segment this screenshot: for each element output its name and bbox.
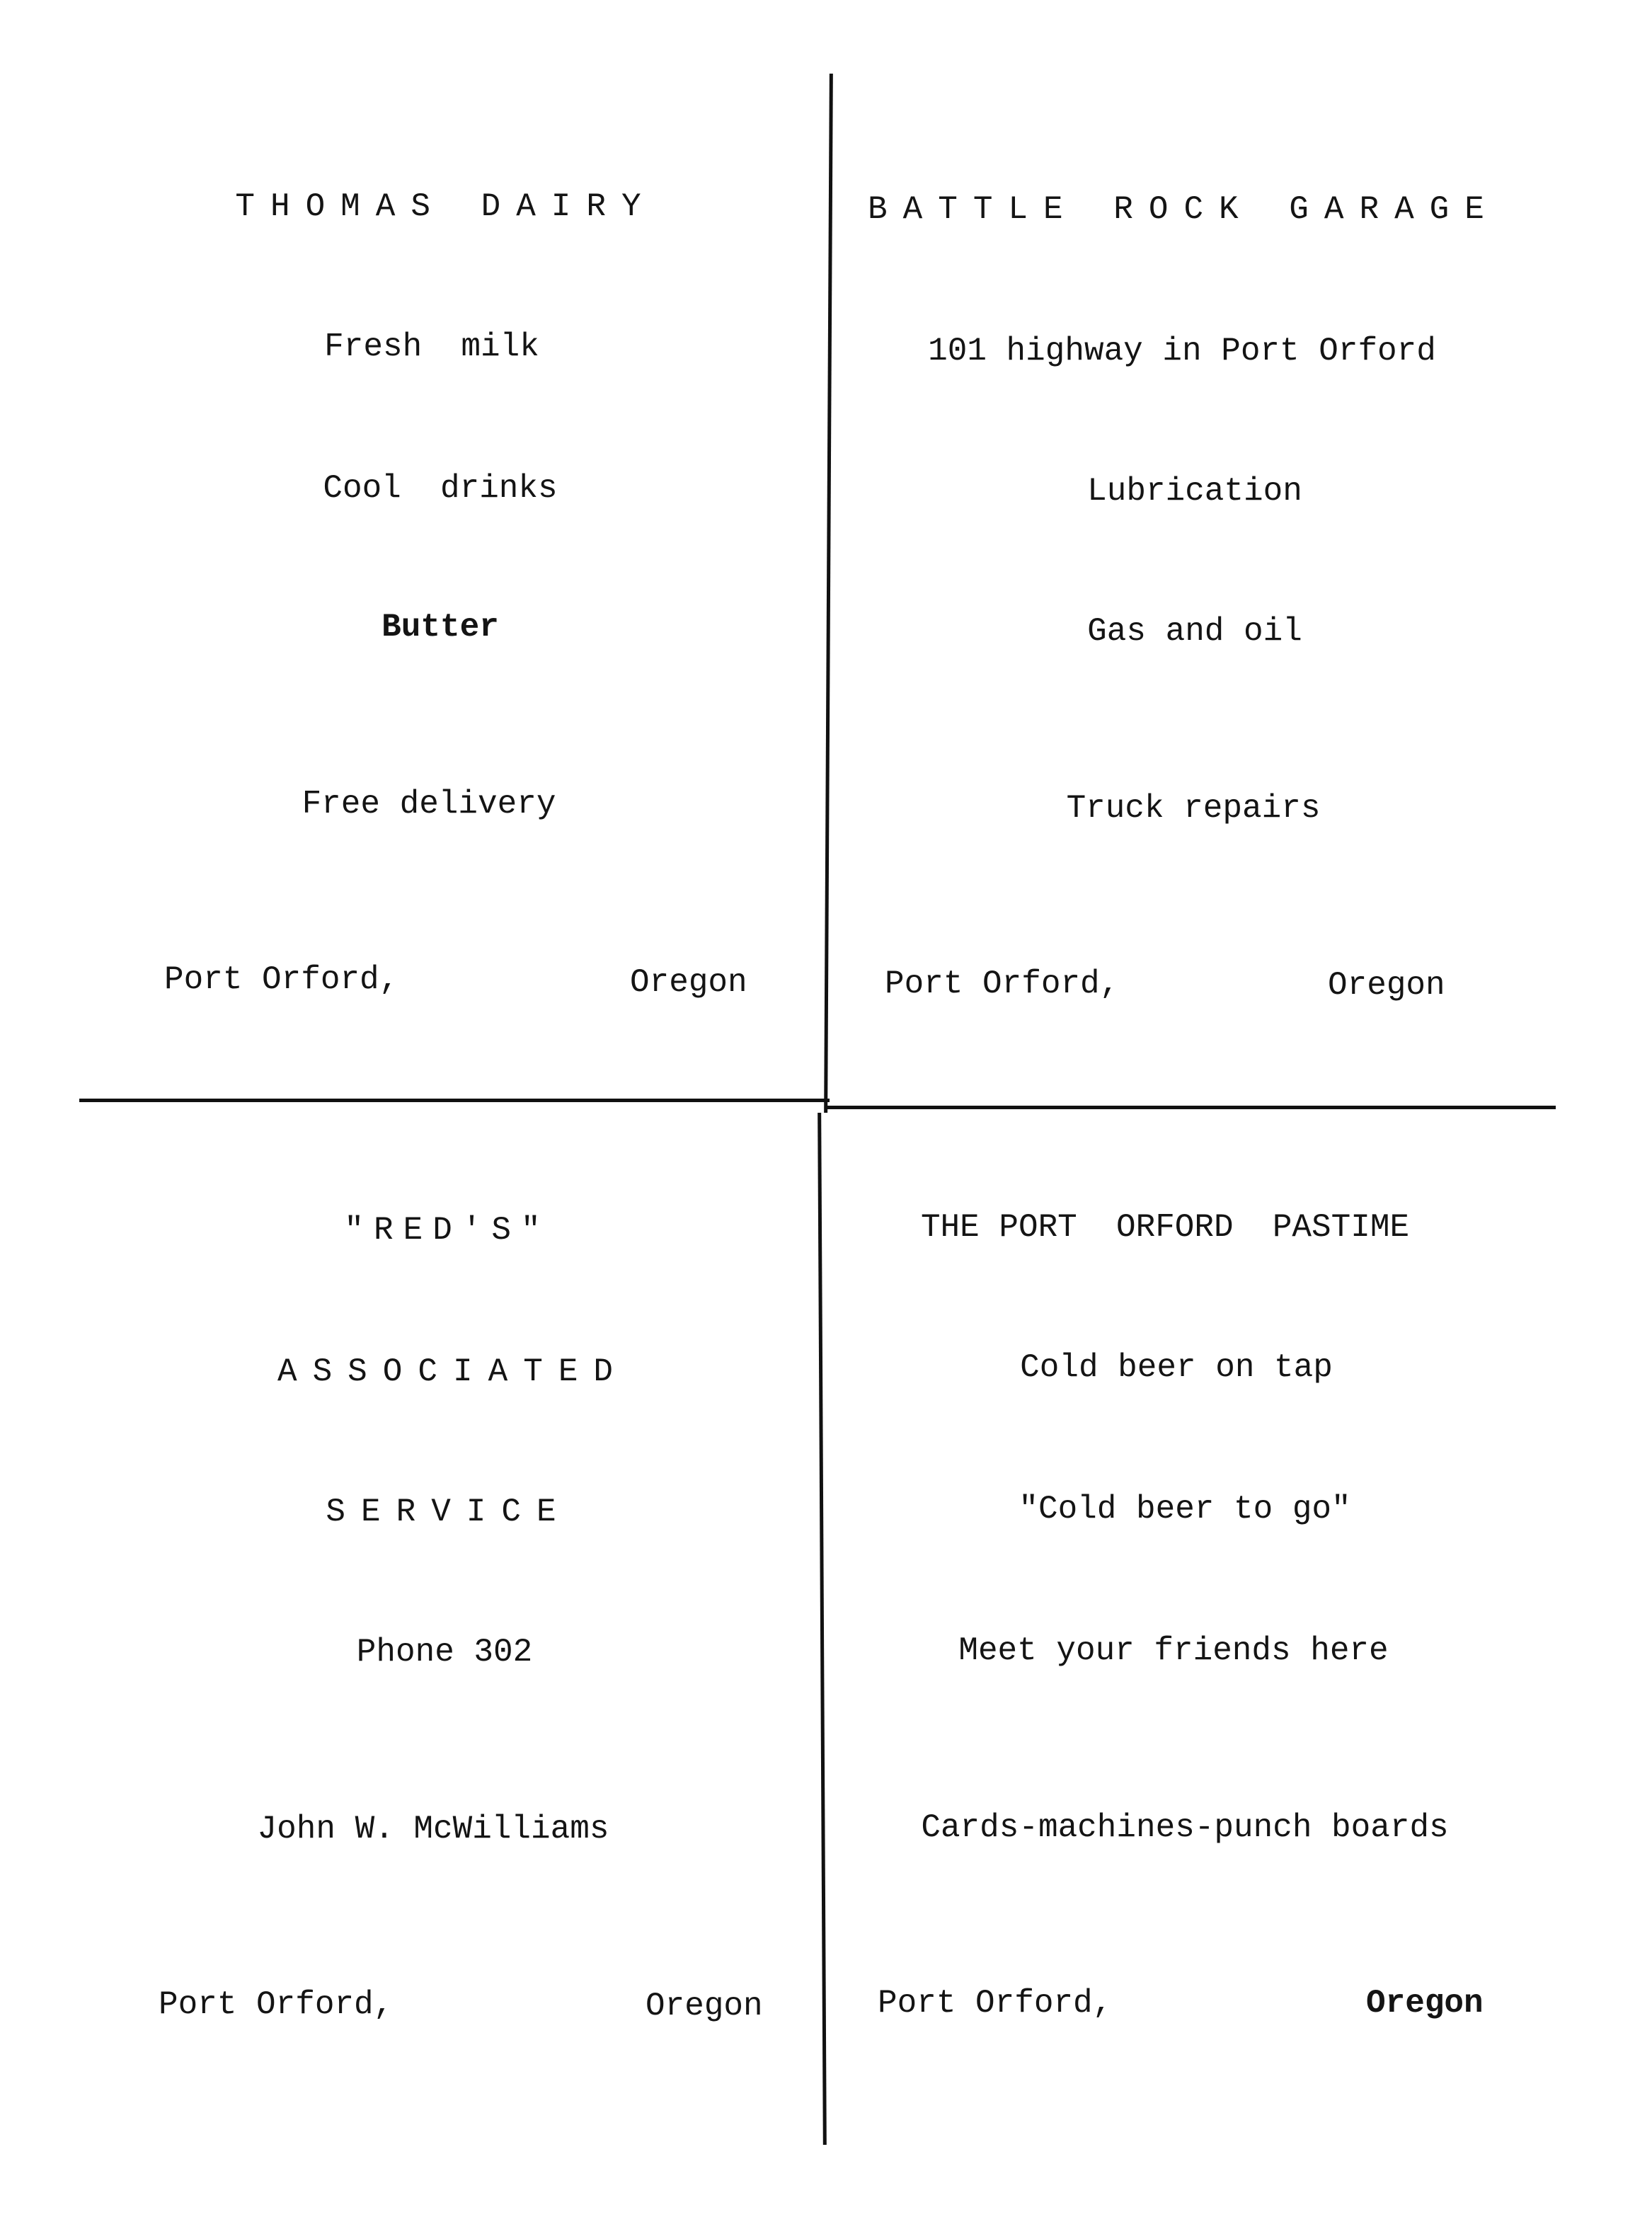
ad-line: "Cold beer to go" <box>1019 1491 1351 1528</box>
ad-line: Free delivery <box>302 786 556 823</box>
ad-line: Butter <box>382 609 499 646</box>
vertical-divider-bottom <box>818 1113 827 2145</box>
horizontal-divider-right <box>827 1106 1556 1109</box>
ad-line: Truck repairs <box>1066 790 1321 827</box>
ad-heading-line-2: ASSOCIATED <box>277 1353 629 1390</box>
ad-line: Lubrication <box>1087 473 1302 510</box>
ad-line: Cool drinks <box>323 470 558 507</box>
ad-city: Port Orford, <box>164 961 399 998</box>
ad-city: Port Orford, <box>885 966 1120 1002</box>
ad-heading: BATTLE ROCK GARAGE <box>868 191 1500 228</box>
ad-state: Oregon <box>630 964 747 1001</box>
ad-line: Meet your friends here <box>958 1632 1389 1669</box>
ad-line: Phone 302 <box>356 1634 533 1671</box>
ad-state: Oregon <box>1366 1985 1484 2022</box>
ad-heading: THE PORT ORFORD PASTIME <box>920 1209 1410 1246</box>
ad-city: Port Orford, <box>878 1985 1113 2022</box>
ad-line: Fresh milk <box>324 328 539 365</box>
ad-state: Oregon <box>1328 967 1445 1004</box>
ad-heading: THOMAS DAIRY <box>235 188 657 225</box>
ad-heading-line-3: SERVICE <box>326 1494 572 1530</box>
ad-line: Cold beer on tap <box>1020 1349 1333 1386</box>
ad-line: 101 highway in Port Orford <box>928 333 1436 370</box>
ad-heading: "RED'S" <box>344 1212 551 1249</box>
vertical-divider-top <box>824 74 833 1113</box>
ad-line: Cards-machines-punch boards <box>921 1809 1449 1846</box>
ad-state: Oregon <box>646 1988 763 2024</box>
ad-line: Gas and oil <box>1087 613 1302 650</box>
horizontal-divider-left <box>79 1099 830 1102</box>
ad-line: John W. McWilliams <box>257 1811 609 1848</box>
ad-city: Port Orford, <box>159 1986 394 2023</box>
